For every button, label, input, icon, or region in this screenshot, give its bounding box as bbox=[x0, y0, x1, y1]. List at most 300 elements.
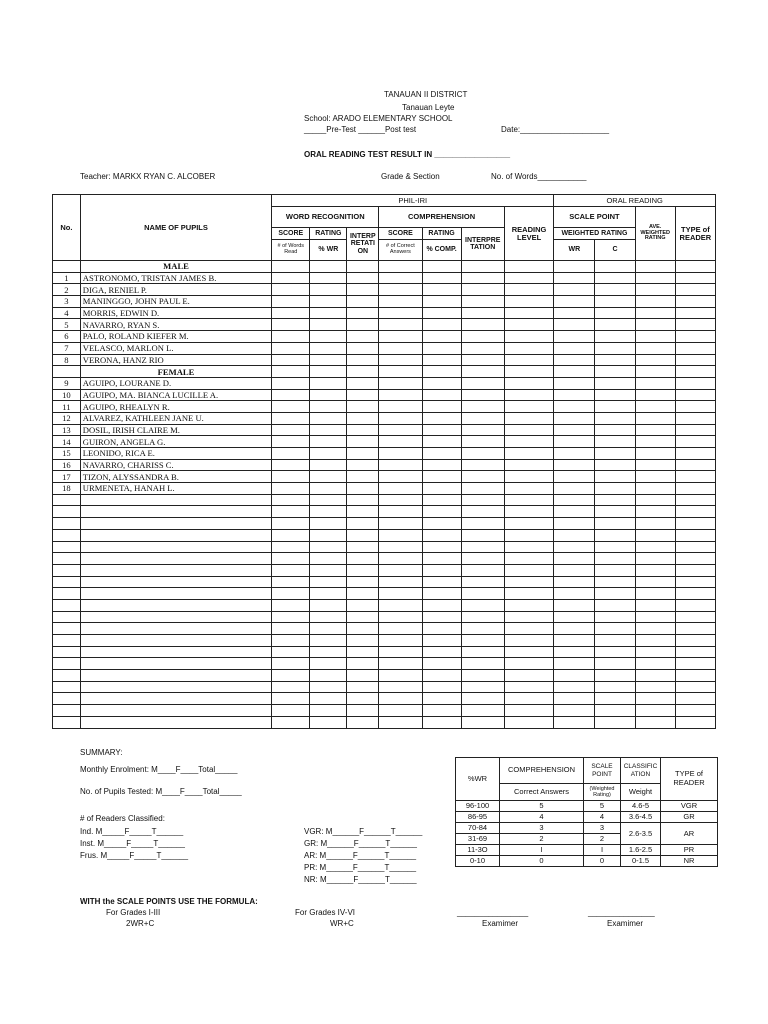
data-cell[interactable] bbox=[347, 483, 379, 495]
data-cell[interactable] bbox=[635, 693, 675, 705]
data-cell[interactable] bbox=[595, 261, 635, 273]
data-cell[interactable] bbox=[272, 518, 310, 530]
data-cell[interactable] bbox=[675, 529, 715, 541]
data-cell[interactable] bbox=[635, 599, 675, 611]
data-cell[interactable] bbox=[504, 681, 553, 693]
data-cell[interactable] bbox=[422, 296, 461, 308]
data-cell[interactable] bbox=[504, 494, 553, 506]
data-cell[interactable] bbox=[272, 693, 310, 705]
data-cell[interactable] bbox=[347, 635, 379, 647]
data-cell[interactable] bbox=[422, 483, 461, 495]
data-cell[interactable] bbox=[310, 564, 347, 576]
data-cell[interactable] bbox=[347, 261, 379, 273]
data-cell[interactable] bbox=[595, 401, 635, 413]
data-cell[interactable] bbox=[635, 518, 675, 530]
data-cell[interactable] bbox=[595, 506, 635, 518]
data-cell[interactable] bbox=[504, 366, 553, 378]
data-cell[interactable] bbox=[310, 448, 347, 460]
data-cell[interactable] bbox=[554, 307, 595, 319]
data-cell[interactable] bbox=[379, 576, 422, 588]
data-cell[interactable] bbox=[595, 658, 635, 670]
data-cell[interactable] bbox=[595, 412, 635, 424]
data-cell[interactable] bbox=[347, 296, 379, 308]
data-cell[interactable] bbox=[554, 529, 595, 541]
data-cell[interactable] bbox=[379, 471, 422, 483]
data-cell[interactable] bbox=[272, 611, 310, 623]
data-cell[interactable] bbox=[422, 412, 461, 424]
data-cell[interactable] bbox=[310, 331, 347, 343]
data-cell[interactable] bbox=[504, 284, 553, 296]
data-cell[interactable] bbox=[272, 471, 310, 483]
data-cell[interactable] bbox=[595, 319, 635, 331]
data-cell[interactable] bbox=[675, 646, 715, 658]
data-cell[interactable] bbox=[675, 576, 715, 588]
data-cell[interactable] bbox=[504, 518, 553, 530]
data-cell[interactable] bbox=[635, 331, 675, 343]
data-cell[interactable] bbox=[635, 296, 675, 308]
data-cell[interactable] bbox=[347, 272, 379, 284]
data-cell[interactable] bbox=[461, 272, 504, 284]
data-cell[interactable] bbox=[379, 494, 422, 506]
data-cell[interactable] bbox=[461, 576, 504, 588]
data-cell[interactable] bbox=[504, 377, 553, 389]
data-cell[interactable] bbox=[347, 564, 379, 576]
data-cell[interactable] bbox=[595, 553, 635, 565]
data-cell[interactable] bbox=[675, 588, 715, 600]
data-cell[interactable] bbox=[595, 459, 635, 471]
data-cell[interactable] bbox=[379, 658, 422, 670]
data-cell[interactable] bbox=[272, 635, 310, 647]
data-cell[interactable] bbox=[379, 377, 422, 389]
data-cell[interactable] bbox=[379, 681, 422, 693]
data-cell[interactable] bbox=[422, 342, 461, 354]
data-cell[interactable] bbox=[461, 319, 504, 331]
data-cell[interactable] bbox=[635, 541, 675, 553]
data-cell[interactable] bbox=[422, 389, 461, 401]
data-cell[interactable] bbox=[310, 541, 347, 553]
data-cell[interactable] bbox=[461, 284, 504, 296]
data-cell[interactable] bbox=[461, 331, 504, 343]
data-cell[interactable] bbox=[422, 611, 461, 623]
data-cell[interactable] bbox=[347, 342, 379, 354]
data-cell[interactable] bbox=[272, 424, 310, 436]
data-cell[interactable] bbox=[347, 681, 379, 693]
data-cell[interactable] bbox=[379, 693, 422, 705]
data-cell[interactable] bbox=[347, 693, 379, 705]
data-cell[interactable] bbox=[422, 401, 461, 413]
data-cell[interactable] bbox=[675, 599, 715, 611]
data-cell[interactable] bbox=[461, 483, 504, 495]
data-cell[interactable] bbox=[310, 366, 347, 378]
data-cell[interactable] bbox=[461, 541, 504, 553]
data-cell[interactable] bbox=[422, 564, 461, 576]
data-cell[interactable] bbox=[675, 541, 715, 553]
data-cell[interactable] bbox=[504, 693, 553, 705]
data-cell[interactable] bbox=[554, 342, 595, 354]
data-cell[interactable] bbox=[504, 599, 553, 611]
data-cell[interactable] bbox=[504, 401, 553, 413]
data-cell[interactable] bbox=[635, 377, 675, 389]
data-cell[interactable] bbox=[310, 354, 347, 366]
data-cell[interactable] bbox=[554, 588, 595, 600]
data-cell[interactable] bbox=[554, 658, 595, 670]
data-cell[interactable] bbox=[461, 506, 504, 518]
data-cell[interactable] bbox=[461, 670, 504, 682]
data-cell[interactable] bbox=[554, 541, 595, 553]
data-cell[interactable] bbox=[504, 354, 553, 366]
data-cell[interactable] bbox=[422, 284, 461, 296]
data-cell[interactable] bbox=[422, 693, 461, 705]
data-cell[interactable] bbox=[635, 658, 675, 670]
data-cell[interactable] bbox=[504, 576, 553, 588]
data-cell[interactable] bbox=[310, 424, 347, 436]
data-cell[interactable] bbox=[635, 284, 675, 296]
data-cell[interactable] bbox=[422, 518, 461, 530]
data-cell[interactable] bbox=[504, 553, 553, 565]
data-cell[interactable] bbox=[310, 436, 347, 448]
data-cell[interactable] bbox=[635, 448, 675, 460]
data-cell[interactable] bbox=[272, 716, 310, 728]
data-cell[interactable] bbox=[272, 436, 310, 448]
data-cell[interactable] bbox=[554, 366, 595, 378]
data-cell[interactable] bbox=[461, 459, 504, 471]
data-cell[interactable] bbox=[595, 354, 635, 366]
data-cell[interactable] bbox=[310, 658, 347, 670]
data-cell[interactable] bbox=[310, 296, 347, 308]
data-cell[interactable] bbox=[310, 599, 347, 611]
data-cell[interactable] bbox=[272, 576, 310, 588]
data-cell[interactable] bbox=[422, 529, 461, 541]
data-cell[interactable] bbox=[504, 436, 553, 448]
data-cell[interactable] bbox=[675, 693, 715, 705]
data-cell[interactable] bbox=[422, 681, 461, 693]
data-cell[interactable] bbox=[310, 401, 347, 413]
data-cell[interactable] bbox=[635, 389, 675, 401]
data-cell[interactable] bbox=[379, 307, 422, 319]
data-cell[interactable] bbox=[422, 670, 461, 682]
data-cell[interactable] bbox=[379, 354, 422, 366]
data-cell[interactable] bbox=[347, 331, 379, 343]
data-cell[interactable] bbox=[595, 635, 635, 647]
data-cell[interactable] bbox=[379, 506, 422, 518]
data-cell[interactable] bbox=[675, 331, 715, 343]
data-cell[interactable] bbox=[675, 296, 715, 308]
data-cell[interactable] bbox=[310, 307, 347, 319]
data-cell[interactable] bbox=[595, 307, 635, 319]
data-cell[interactable] bbox=[595, 471, 635, 483]
data-cell[interactable] bbox=[635, 705, 675, 717]
data-cell[interactable] bbox=[272, 261, 310, 273]
data-cell[interactable] bbox=[461, 307, 504, 319]
data-cell[interactable] bbox=[379, 448, 422, 460]
data-cell[interactable] bbox=[635, 261, 675, 273]
data-cell[interactable] bbox=[675, 635, 715, 647]
data-cell[interactable] bbox=[347, 389, 379, 401]
data-cell[interactable] bbox=[635, 494, 675, 506]
data-cell[interactable] bbox=[595, 272, 635, 284]
data-cell[interactable] bbox=[347, 494, 379, 506]
data-cell[interactable] bbox=[675, 564, 715, 576]
data-cell[interactable] bbox=[347, 459, 379, 471]
data-cell[interactable] bbox=[675, 366, 715, 378]
data-cell[interactable] bbox=[461, 646, 504, 658]
data-cell[interactable] bbox=[554, 670, 595, 682]
data-cell[interactable] bbox=[675, 483, 715, 495]
data-cell[interactable] bbox=[347, 284, 379, 296]
data-cell[interactable] bbox=[310, 705, 347, 717]
data-cell[interactable] bbox=[635, 412, 675, 424]
data-cell[interactable] bbox=[310, 412, 347, 424]
data-cell[interactable] bbox=[422, 576, 461, 588]
data-cell[interactable] bbox=[461, 518, 504, 530]
data-cell[interactable] bbox=[461, 681, 504, 693]
data-cell[interactable] bbox=[272, 284, 310, 296]
data-cell[interactable] bbox=[310, 553, 347, 565]
data-cell[interactable] bbox=[422, 377, 461, 389]
data-cell[interactable] bbox=[595, 716, 635, 728]
data-cell[interactable] bbox=[272, 670, 310, 682]
data-cell[interactable] bbox=[422, 506, 461, 518]
data-cell[interactable] bbox=[272, 377, 310, 389]
data-cell[interactable] bbox=[635, 564, 675, 576]
data-cell[interactable] bbox=[675, 705, 715, 717]
data-cell[interactable] bbox=[554, 401, 595, 413]
data-cell[interactable] bbox=[379, 623, 422, 635]
data-cell[interactable] bbox=[272, 588, 310, 600]
data-cell[interactable] bbox=[379, 588, 422, 600]
data-cell[interactable] bbox=[635, 588, 675, 600]
data-cell[interactable] bbox=[504, 342, 553, 354]
data-cell[interactable] bbox=[379, 261, 422, 273]
data-cell[interactable] bbox=[347, 319, 379, 331]
data-cell[interactable] bbox=[310, 588, 347, 600]
data-cell[interactable] bbox=[272, 448, 310, 460]
data-cell[interactable] bbox=[310, 284, 347, 296]
data-cell[interactable] bbox=[310, 342, 347, 354]
data-cell[interactable] bbox=[675, 611, 715, 623]
data-cell[interactable] bbox=[461, 471, 504, 483]
data-cell[interactable] bbox=[422, 331, 461, 343]
data-cell[interactable] bbox=[504, 272, 553, 284]
data-cell[interactable] bbox=[554, 705, 595, 717]
data-cell[interactable] bbox=[379, 670, 422, 682]
data-cell[interactable] bbox=[422, 354, 461, 366]
data-cell[interactable] bbox=[379, 635, 422, 647]
data-cell[interactable] bbox=[310, 611, 347, 623]
data-cell[interactable] bbox=[635, 424, 675, 436]
data-cell[interactable] bbox=[347, 354, 379, 366]
data-cell[interactable] bbox=[675, 389, 715, 401]
data-cell[interactable] bbox=[504, 564, 553, 576]
data-cell[interactable] bbox=[422, 319, 461, 331]
data-cell[interactable] bbox=[675, 518, 715, 530]
data-cell[interactable] bbox=[504, 471, 553, 483]
data-cell[interactable] bbox=[379, 646, 422, 658]
data-cell[interactable] bbox=[461, 366, 504, 378]
data-cell[interactable] bbox=[272, 494, 310, 506]
data-cell[interactable] bbox=[504, 623, 553, 635]
data-cell[interactable] bbox=[504, 646, 553, 658]
data-cell[interactable] bbox=[379, 541, 422, 553]
data-cell[interactable] bbox=[554, 623, 595, 635]
data-cell[interactable] bbox=[554, 459, 595, 471]
data-cell[interactable] bbox=[504, 705, 553, 717]
data-cell[interactable] bbox=[272, 681, 310, 693]
data-cell[interactable] bbox=[461, 448, 504, 460]
data-cell[interactable] bbox=[595, 296, 635, 308]
data-cell[interactable] bbox=[379, 331, 422, 343]
data-cell[interactable] bbox=[554, 424, 595, 436]
data-cell[interactable] bbox=[272, 459, 310, 471]
data-cell[interactable] bbox=[310, 623, 347, 635]
data-cell[interactable] bbox=[554, 296, 595, 308]
data-cell[interactable] bbox=[347, 401, 379, 413]
data-cell[interactable] bbox=[461, 261, 504, 273]
data-cell[interactable] bbox=[347, 377, 379, 389]
data-cell[interactable] bbox=[635, 272, 675, 284]
data-cell[interactable] bbox=[379, 424, 422, 436]
data-cell[interactable] bbox=[675, 424, 715, 436]
data-cell[interactable] bbox=[272, 506, 310, 518]
data-cell[interactable] bbox=[347, 705, 379, 717]
data-cell[interactable] bbox=[675, 670, 715, 682]
data-cell[interactable] bbox=[504, 716, 553, 728]
data-cell[interactable] bbox=[347, 436, 379, 448]
data-cell[interactable] bbox=[635, 471, 675, 483]
data-cell[interactable] bbox=[272, 529, 310, 541]
data-cell[interactable] bbox=[675, 401, 715, 413]
data-cell[interactable] bbox=[272, 319, 310, 331]
data-cell[interactable] bbox=[595, 366, 635, 378]
data-cell[interactable] bbox=[422, 588, 461, 600]
data-cell[interactable] bbox=[310, 576, 347, 588]
data-cell[interactable] bbox=[347, 506, 379, 518]
data-cell[interactable] bbox=[504, 448, 553, 460]
data-cell[interactable] bbox=[422, 307, 461, 319]
data-cell[interactable] bbox=[272, 366, 310, 378]
data-cell[interactable] bbox=[504, 319, 553, 331]
data-cell[interactable] bbox=[635, 553, 675, 565]
data-cell[interactable] bbox=[461, 716, 504, 728]
data-cell[interactable] bbox=[675, 284, 715, 296]
data-cell[interactable] bbox=[347, 553, 379, 565]
data-cell[interactable] bbox=[347, 424, 379, 436]
data-cell[interactable] bbox=[379, 611, 422, 623]
data-cell[interactable] bbox=[347, 716, 379, 728]
data-cell[interactable] bbox=[461, 623, 504, 635]
data-cell[interactable] bbox=[504, 412, 553, 424]
data-cell[interactable] bbox=[595, 541, 635, 553]
data-cell[interactable] bbox=[347, 670, 379, 682]
data-cell[interactable] bbox=[461, 611, 504, 623]
data-cell[interactable] bbox=[461, 401, 504, 413]
data-cell[interactable] bbox=[310, 261, 347, 273]
data-cell[interactable] bbox=[675, 307, 715, 319]
data-cell[interactable] bbox=[379, 272, 422, 284]
data-cell[interactable] bbox=[461, 389, 504, 401]
data-cell[interactable] bbox=[379, 599, 422, 611]
data-cell[interactable] bbox=[272, 412, 310, 424]
data-cell[interactable] bbox=[554, 261, 595, 273]
data-cell[interactable] bbox=[379, 518, 422, 530]
data-cell[interactable] bbox=[554, 331, 595, 343]
data-cell[interactable] bbox=[461, 377, 504, 389]
data-cell[interactable] bbox=[347, 412, 379, 424]
data-cell[interactable] bbox=[504, 529, 553, 541]
data-cell[interactable] bbox=[461, 553, 504, 565]
data-cell[interactable] bbox=[422, 471, 461, 483]
data-cell[interactable] bbox=[310, 459, 347, 471]
data-cell[interactable] bbox=[272, 623, 310, 635]
data-cell[interactable] bbox=[379, 553, 422, 565]
data-cell[interactable] bbox=[422, 272, 461, 284]
data-cell[interactable] bbox=[461, 342, 504, 354]
data-cell[interactable] bbox=[504, 588, 553, 600]
data-cell[interactable] bbox=[272, 307, 310, 319]
data-cell[interactable] bbox=[272, 564, 310, 576]
data-cell[interactable] bbox=[310, 272, 347, 284]
data-cell[interactable] bbox=[675, 261, 715, 273]
data-cell[interactable] bbox=[554, 354, 595, 366]
data-cell[interactable] bbox=[504, 459, 553, 471]
data-cell[interactable] bbox=[635, 366, 675, 378]
data-cell[interactable] bbox=[675, 494, 715, 506]
data-cell[interactable] bbox=[461, 564, 504, 576]
data-cell[interactable] bbox=[675, 319, 715, 331]
data-cell[interactable] bbox=[310, 518, 347, 530]
data-cell[interactable] bbox=[554, 635, 595, 647]
data-cell[interactable] bbox=[554, 611, 595, 623]
data-cell[interactable] bbox=[504, 658, 553, 670]
data-cell[interactable] bbox=[595, 424, 635, 436]
data-cell[interactable] bbox=[347, 518, 379, 530]
data-cell[interactable] bbox=[595, 599, 635, 611]
data-cell[interactable] bbox=[461, 599, 504, 611]
data-cell[interactable] bbox=[347, 646, 379, 658]
data-cell[interactable] bbox=[347, 658, 379, 670]
data-cell[interactable] bbox=[422, 494, 461, 506]
data-cell[interactable] bbox=[272, 389, 310, 401]
data-cell[interactable] bbox=[461, 296, 504, 308]
data-cell[interactable] bbox=[635, 459, 675, 471]
data-cell[interactable] bbox=[595, 389, 635, 401]
data-cell[interactable] bbox=[595, 576, 635, 588]
data-cell[interactable] bbox=[635, 635, 675, 647]
data-cell[interactable] bbox=[422, 646, 461, 658]
data-cell[interactable] bbox=[554, 319, 595, 331]
data-cell[interactable] bbox=[310, 483, 347, 495]
data-cell[interactable] bbox=[310, 506, 347, 518]
data-cell[interactable] bbox=[504, 307, 553, 319]
data-cell[interactable] bbox=[595, 494, 635, 506]
data-cell[interactable] bbox=[635, 354, 675, 366]
data-cell[interactable] bbox=[595, 284, 635, 296]
data-cell[interactable] bbox=[461, 705, 504, 717]
data-cell[interactable] bbox=[379, 412, 422, 424]
data-cell[interactable] bbox=[635, 670, 675, 682]
data-cell[interactable] bbox=[379, 284, 422, 296]
data-cell[interactable] bbox=[422, 599, 461, 611]
data-cell[interactable] bbox=[595, 588, 635, 600]
data-cell[interactable] bbox=[310, 471, 347, 483]
data-cell[interactable] bbox=[595, 518, 635, 530]
data-cell[interactable] bbox=[675, 623, 715, 635]
data-cell[interactable] bbox=[504, 424, 553, 436]
data-cell[interactable] bbox=[310, 670, 347, 682]
data-cell[interactable] bbox=[347, 576, 379, 588]
data-cell[interactable] bbox=[504, 670, 553, 682]
data-cell[interactable] bbox=[379, 529, 422, 541]
